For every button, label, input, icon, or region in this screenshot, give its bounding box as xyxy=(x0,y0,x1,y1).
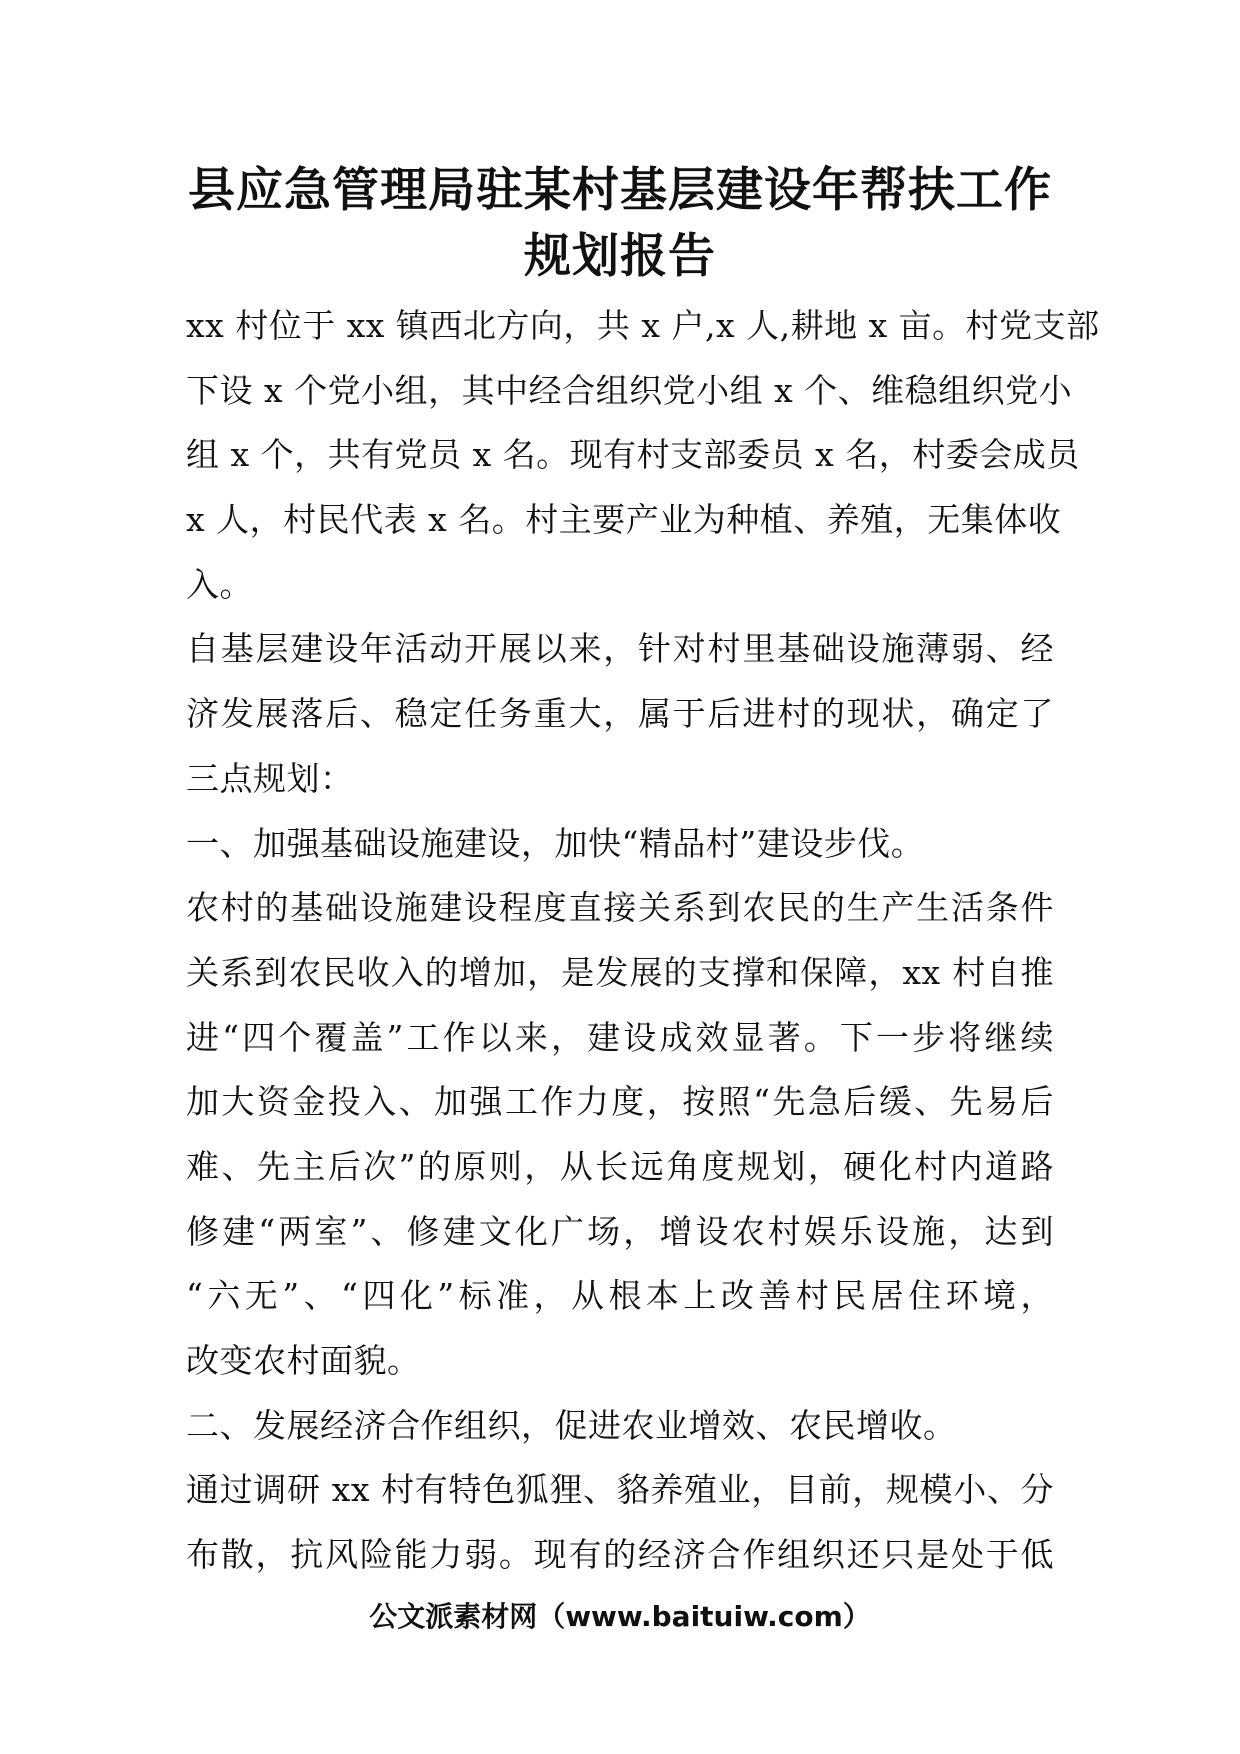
body-line: 三点规划： xyxy=(186,758,354,798)
body-line: 加大资金投入、加强工作力度，按照“先急后缓、先易后 xyxy=(186,1082,1054,1122)
body-line: 农村的基础设施建设程度直接关系到农民的生产生活条件 xyxy=(186,888,1054,928)
body-line: 修建“两室”、修建文化广场，增设农村娱乐设施，达到 xyxy=(186,1211,1054,1251)
document-title xyxy=(150,158,1090,290)
body-line: 通过调研 xx 村有特色狐狸、貉养殖业，目前，规模小、分 xyxy=(186,1470,1054,1510)
footer-watermark: 公文派素材网（www.baituiw.com） xyxy=(369,1600,871,1633)
body-line: 下设 x 个党小组，其中经合组织党小组 x 个、维稳组织党小 xyxy=(186,370,1073,410)
body-line: x 人，村民代表 x 名。村主要产业为种植、养殖，无集体收 xyxy=(186,500,1062,540)
body-line: 布散，抗风险能力弱。现有的经济合作组织还只是处于低 xyxy=(186,1535,1054,1575)
body-line: 进“四个覆盖”工作以来，建设成效显著。下一步将继续 xyxy=(186,1017,1054,1057)
body-line: 自基层建设年活动开展以来，针对村里基础设施薄弱、经 xyxy=(186,629,1054,669)
body-line: 二、发展经济合作组织，促进农业增效、农民增收。 xyxy=(186,1405,957,1445)
body-line: 济发展落后、稳定任务重大，属于后进村的现状，确定了 xyxy=(186,694,1054,734)
body-line: 组 x 个，共有党员 x 名。现有村支部委员 x 名，村委会成员 xyxy=(186,435,1080,475)
body-line: 一、加强基础设施建设，加快“精品村”建设步伐。 xyxy=(186,823,925,863)
body-line: “六无”、“四化”标准，从根本上改善村民居住环境， xyxy=(186,1276,1054,1316)
title-line: 县应急管理局驻某村基层建设年帮扶工作 xyxy=(188,163,1052,218)
body-line: 关系到农民收入的增加，是发展的支撑和保障，xx 村自推 xyxy=(186,952,1054,992)
body-line: 改变农村面貌。 xyxy=(186,1341,421,1380)
document-body xyxy=(186,294,1100,1588)
title-line: 规划报告 xyxy=(524,229,716,284)
body-line: xx 村位于 xx 镇西北方向，共 x 户,x 人,耕地 x 亩。村党支部 xyxy=(186,306,1100,345)
body-line: 入。 xyxy=(186,564,253,604)
body-line: 难、先主后次”的原则，从长远角度规划，硬化村内道路 xyxy=(186,1146,1054,1186)
